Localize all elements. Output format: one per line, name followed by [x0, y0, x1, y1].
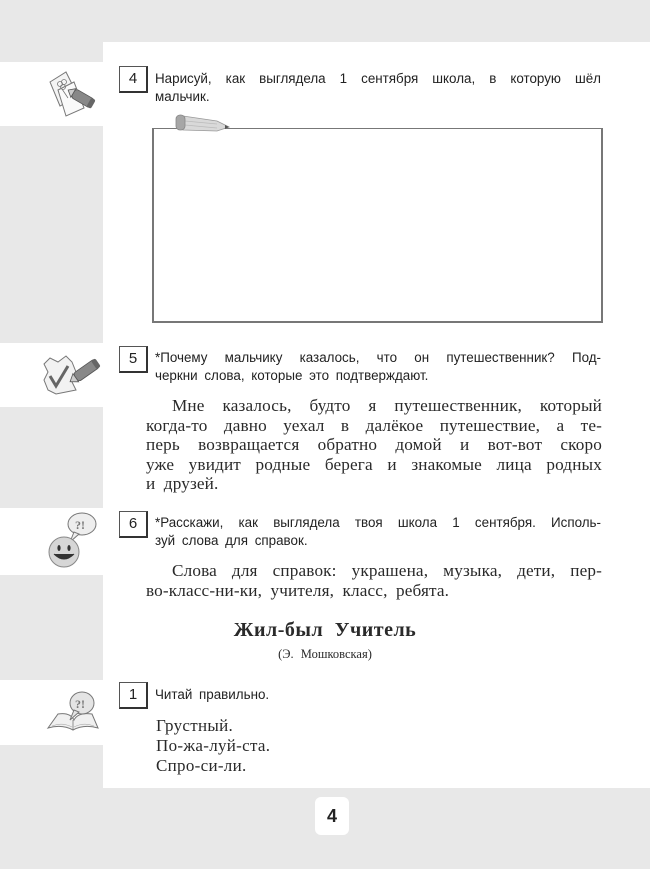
passage-line: Мне казалось, будто я путешественник, который: [172, 396, 602, 415]
page-number: 4: [315, 797, 349, 835]
open-book-speech-bubble-icon: [44, 690, 102, 738]
section-author: (Э. Мошковская): [278, 647, 372, 661]
passage-line: уже увидит родные берега и знакомые лица родных: [146, 454, 602, 474]
task-number-box: 5: [119, 346, 148, 373]
task-number-box: 1: [119, 682, 148, 709]
reference-line: во-класс-ни-ки, учителя, класс, ребята.: [146, 580, 450, 600]
instruction-line: *Почему мальчику казалось, что он путешественник? Под-: [155, 350, 601, 365]
passage-line: и друзей.: [146, 474, 219, 493]
read-words-list: [156, 716, 270, 776]
instruction-line: *Расскажи, как выглядела твоя школа 1 сентября. Исполь-: [155, 515, 601, 530]
svg-text:?!: ?!: [75, 518, 85, 532]
section-title: Жил-был Учитель: [233, 619, 417, 641]
task-4-instruction: Нарисуй, как выглядела 1 сентября школа, в которую шёл мальчик.: [155, 71, 601, 104]
task-6-instruction: [155, 514, 601, 550]
task-5-instruction: [155, 349, 601, 385]
passage-line: когда-то давно уехал в далёкое путешествие, а те-: [146, 415, 602, 435]
checkmark-paper-pencil-icon: [40, 350, 102, 398]
instruction-line: черкни слова, которые это подтверждают.: [155, 368, 429, 383]
svg-text:?!: ?!: [75, 697, 85, 711]
task-number-box: 6: [119, 511, 148, 538]
reference-words: [146, 561, 602, 600]
read-word: Грустный.: [156, 716, 234, 735]
read-word: По-жа-луй-ста.: [156, 736, 271, 755]
drawing-card-pencil-icon: [44, 70, 100, 120]
task-number-box: 4: [119, 66, 148, 93]
passage-line: перь возвращается обратно домой и вот-вот скоро: [146, 435, 602, 454]
read-word: Спро-си-ли.: [156, 756, 247, 775]
story-passage: [146, 396, 602, 494]
instruction-line: зуй слова для справок.: [155, 533, 308, 548]
read-task-instruction: Читай правильно.: [155, 687, 270, 702]
drawing-area[interactable]: [152, 128, 603, 323]
reference-line: Слова для справок: украшена, музыка, дети, пер-: [172, 561, 602, 580]
smiley-speech-bubble-icon: [46, 510, 102, 570]
pencil-icon: [175, 113, 230, 135]
